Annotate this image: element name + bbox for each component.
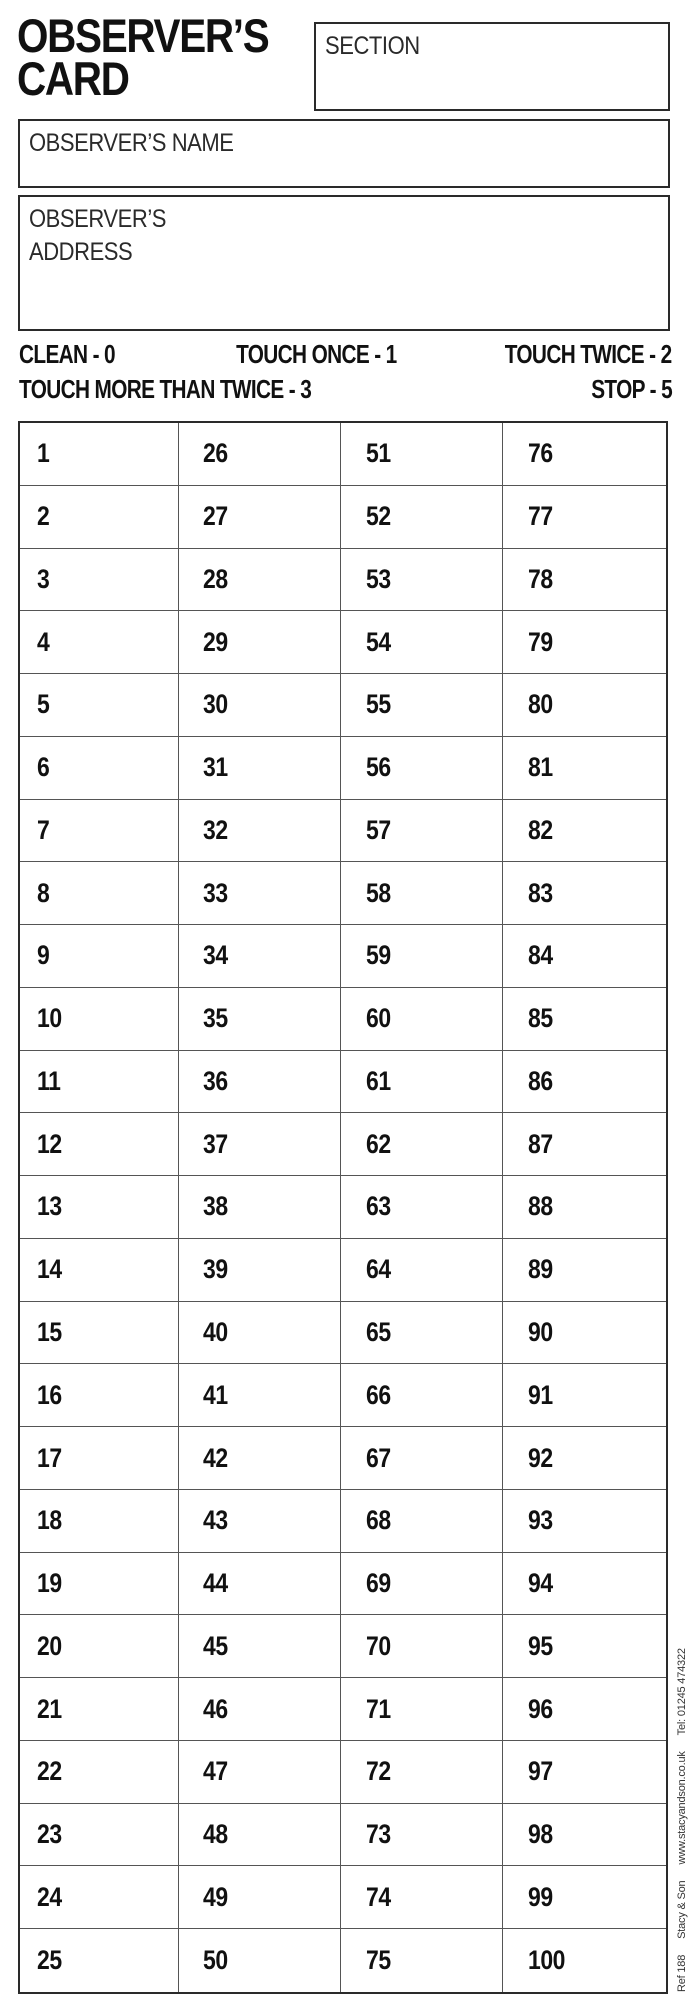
rider-number: 34 [203,940,228,971]
rider-number: 9 [37,940,50,971]
score-cell[interactable] [503,862,666,925]
score-cell[interactable] [341,1176,503,1239]
card-title: OBSERVER’S CARD [17,9,269,105]
rider-number: 42 [203,1442,228,1473]
score-cell[interactable] [179,1929,341,1992]
score-cell[interactable] [179,1490,341,1553]
rider-number: 20 [37,1630,62,1661]
score-cell[interactable] [179,1553,341,1616]
score-cell[interactable] [20,1866,179,1929]
rider-number: 99 [528,1881,553,1912]
rider-number: 47 [203,1756,228,1787]
rider-number: 69 [366,1568,391,1599]
rider-number: 46 [203,1693,228,1724]
observer-name-field[interactable] [18,119,670,188]
rider-number: 16 [37,1379,62,1410]
score-cell[interactable] [503,674,666,737]
score-cell[interactable] [20,1176,179,1239]
rider-number: 10 [37,1003,62,1034]
score-cell[interactable] [341,1239,503,1302]
score-cell[interactable] [179,674,341,737]
rider-number: 87 [528,1128,553,1159]
score-cell[interactable] [20,1490,179,1553]
key-touch-once: TOUCH ONCE - 1 [236,339,397,369]
rider-number: 12 [37,1128,62,1159]
observer-address-field[interactable] [18,195,670,331]
observer-address-label: OBSERVER’S ADDRESS [29,205,167,266]
printer-footer [675,1632,689,1992]
rider-number: 2 [37,501,50,532]
rider-number: 4 [37,626,50,657]
score-cell[interactable] [179,1302,341,1365]
score-cell[interactable] [503,988,666,1051]
rider-number: 92 [528,1442,553,1473]
rider-number: 5 [37,689,50,720]
score-cell[interactable] [179,925,341,988]
score-cell[interactable] [179,1678,341,1741]
rider-number: 55 [366,689,391,720]
rider-number: 71 [366,1693,391,1724]
footer-ref: Ref 188 [676,1954,688,1992]
rider-number: 76 [528,438,553,469]
rider-number: 33 [203,877,228,908]
score-cell[interactable] [341,611,503,674]
rider-number: 70 [366,1630,391,1661]
score-cell[interactable] [179,423,341,486]
rider-number: 40 [203,1317,228,1347]
rider-number: 59 [366,940,391,971]
rider-number: 32 [203,814,228,845]
score-cell[interactable] [20,737,179,800]
score-cell[interactable] [503,737,666,800]
score-cell[interactable] [341,800,503,863]
score-cell[interactable] [20,862,179,925]
rider-number: 38 [203,1191,228,1222]
rider-number: 22 [37,1756,62,1787]
rider-number: 7 [37,814,50,845]
score-cell[interactable] [20,1051,179,1114]
rider-number: 37 [203,1128,228,1159]
rider-number: 54 [366,626,391,657]
rider-number: 61 [366,1065,391,1096]
score-cell[interactable] [341,1741,503,1804]
score-cell[interactable] [20,1364,179,1427]
rider-number: 56 [366,752,391,783]
rider-number: 44 [203,1568,228,1599]
score-cell[interactable] [341,1866,503,1929]
score-cell[interactable] [179,611,341,674]
rider-number: 6 [37,752,50,783]
score-cell[interactable] [20,1678,179,1741]
score-cell[interactable] [179,486,341,549]
score-cell[interactable] [341,549,503,612]
score-cell[interactable] [179,1239,341,1302]
rider-number: 52 [366,501,391,532]
rider-number: 64 [366,1254,391,1285]
rider-number: 79 [528,626,553,657]
rider-number: 98 [528,1819,553,1850]
rider-number: 19 [37,1568,62,1599]
rider-number: 80 [528,689,553,720]
score-cell[interactable] [503,1866,666,1929]
score-cell[interactable] [503,549,666,612]
rider-number: 23 [37,1819,62,1850]
rider-number: 1 [37,438,50,469]
rider-number: 26 [203,438,228,469]
rider-number: 93 [528,1505,553,1536]
score-cell[interactable] [20,925,179,988]
score-cell[interactable] [20,1239,179,1302]
rider-number: 58 [366,877,391,908]
score-cell[interactable] [20,1741,179,1804]
rider-number: 62 [366,1128,391,1159]
rider-number: 81 [528,752,553,783]
score-cell[interactable] [341,862,503,925]
rider-number: 35 [203,1003,228,1034]
score-cell[interactable] [503,1490,666,1553]
rider-number: 90 [528,1317,553,1347]
score-cell[interactable] [503,1051,666,1114]
rider-number: 51 [366,438,391,469]
score-cell[interactable] [179,1113,341,1176]
section-field[interactable] [314,22,670,111]
score-cell[interactable] [20,800,179,863]
score-cell[interactable] [503,1615,666,1678]
score-cell[interactable] [20,1427,179,1490]
score-cell[interactable] [179,549,341,612]
rider-number: 88 [528,1191,553,1222]
rider-number: 21 [37,1693,62,1724]
score-cell[interactable] [341,1615,503,1678]
rider-number: 39 [203,1254,228,1285]
score-cell[interactable] [179,737,341,800]
score-cell[interactable] [503,486,666,549]
rider-number: 68 [366,1505,391,1536]
score-cell[interactable] [503,1176,666,1239]
rider-number: 15 [37,1317,62,1347]
rider-number: 3 [37,563,50,594]
rider-number: 30 [203,689,228,720]
rider-number: 50 [203,1945,228,1976]
footer-phone: Tel: 01245 474322 [676,1648,688,1736]
key-touch-more: TOUCH MORE THAN TWICE - 3 [19,374,312,404]
score-cell[interactable] [503,1427,666,1490]
key-touch-twice: TOUCH TWICE - 2 [505,339,672,369]
score-cell[interactable] [341,1490,503,1553]
score-cell[interactable] [503,1804,666,1867]
score-cell[interactable] [341,1553,503,1616]
score-cell[interactable] [503,1302,666,1365]
score-cell[interactable] [20,1804,179,1867]
rider-number: 45 [203,1630,228,1661]
score-cell[interactable] [503,611,666,674]
rider-number: 31 [203,752,228,783]
rider-number: 49 [203,1881,228,1912]
rider-number: 53 [366,563,391,594]
score-cell[interactable] [20,1302,179,1365]
score-cell[interactable] [341,1678,503,1741]
rider-number: 95 [528,1630,553,1661]
rider-number: 78 [528,563,553,594]
rider-number: 100 [528,1945,566,1976]
rider-number: 43 [203,1505,228,1536]
rider-number: 36 [203,1065,228,1096]
rider-number: 85 [528,1003,553,1034]
rider-number: 57 [366,814,391,845]
score-cell[interactable] [179,1427,341,1490]
score-cell[interactable] [503,1929,666,1992]
score-cell[interactable] [341,925,503,988]
score-cell[interactable] [179,1051,341,1114]
rider-number: 74 [366,1881,391,1912]
rider-number: 82 [528,814,553,845]
rider-number: 83 [528,877,553,908]
key-stop: STOP - 5 [591,374,672,404]
rider-number: 97 [528,1756,553,1787]
score-cell[interactable] [20,611,179,674]
rider-score-grid [18,421,668,1994]
score-cell[interactable] [179,988,341,1051]
score-cell[interactable] [503,800,666,863]
score-cell[interactable] [341,423,503,486]
score-cell[interactable] [503,1741,666,1804]
rider-number: 86 [528,1065,553,1096]
rider-number: 11 [37,1065,61,1096]
rider-number: 77 [528,501,553,532]
score-cell[interactable] [503,925,666,988]
score-cell[interactable] [20,486,179,549]
score-cell[interactable] [20,1113,179,1176]
rider-number: 48 [203,1819,228,1850]
rider-number: 84 [528,940,553,971]
score-cell[interactable] [179,862,341,925]
rider-number: 13 [37,1191,62,1222]
score-cell[interactable] [341,1302,503,1365]
score-cell[interactable] [503,1364,666,1427]
score-cell[interactable] [503,1553,666,1616]
score-cell[interactable] [20,988,179,1051]
rider-number: 89 [528,1254,553,1285]
rider-number: 96 [528,1693,553,1724]
score-cell[interactable] [503,1678,666,1741]
score-cell[interactable] [20,549,179,612]
score-cell[interactable] [503,1239,666,1302]
score-cell[interactable] [20,674,179,737]
score-cell[interactable] [179,1741,341,1804]
score-cell[interactable] [20,1615,179,1678]
score-cell[interactable] [341,1051,503,1114]
rider-number: 91 [528,1379,553,1410]
score-cell[interactable] [503,423,666,486]
rider-number: 63 [366,1191,391,1222]
score-cell[interactable] [341,486,503,549]
rider-number: 17 [37,1442,62,1473]
score-cell[interactable] [341,1113,503,1176]
rider-number: 65 [366,1317,391,1347]
rider-number: 29 [203,626,228,657]
score-cell[interactable] [20,1929,179,1992]
score-cell[interactable] [341,1427,503,1490]
score-cell[interactable] [20,423,179,486]
score-cell[interactable] [341,737,503,800]
rider-number: 75 [366,1945,391,1976]
section-label: SECTION [325,32,420,60]
score-cell[interactable] [179,1364,341,1427]
footer-company: Stacy & Son [676,1880,688,1939]
rider-number: 94 [528,1568,553,1599]
score-cell[interactable] [20,1553,179,1616]
rider-number: 25 [37,1945,62,1976]
score-cell[interactable] [179,1866,341,1929]
footer-website: www.stacyandson.co.uk [676,1751,688,1865]
score-cell[interactable] [179,1615,341,1678]
score-cell[interactable] [179,1804,341,1867]
score-cell[interactable] [341,1364,503,1427]
rider-number: 27 [203,501,228,532]
score-cell[interactable] [341,988,503,1051]
rider-number: 66 [366,1379,391,1410]
rider-number: 72 [366,1756,391,1787]
score-cell[interactable] [341,1804,503,1867]
score-cell[interactable] [503,1113,666,1176]
score-cell[interactable] [179,800,341,863]
key-clean: CLEAN - 0 [19,339,115,369]
observer-name-label: OBSERVER’S NAME [29,129,234,157]
score-cell[interactable] [341,1929,503,1992]
score-cell[interactable] [341,674,503,737]
rider-number: 14 [37,1254,62,1285]
rider-number: 60 [366,1003,391,1034]
rider-number: 73 [366,1819,391,1850]
rider-number: 28 [203,563,228,594]
rider-number: 67 [366,1442,391,1473]
rider-number: 18 [37,1505,62,1536]
rider-number: 8 [37,877,50,908]
score-cell[interactable] [179,1176,341,1239]
rider-number: 41 [203,1379,228,1410]
rider-number: 24 [37,1881,62,1912]
